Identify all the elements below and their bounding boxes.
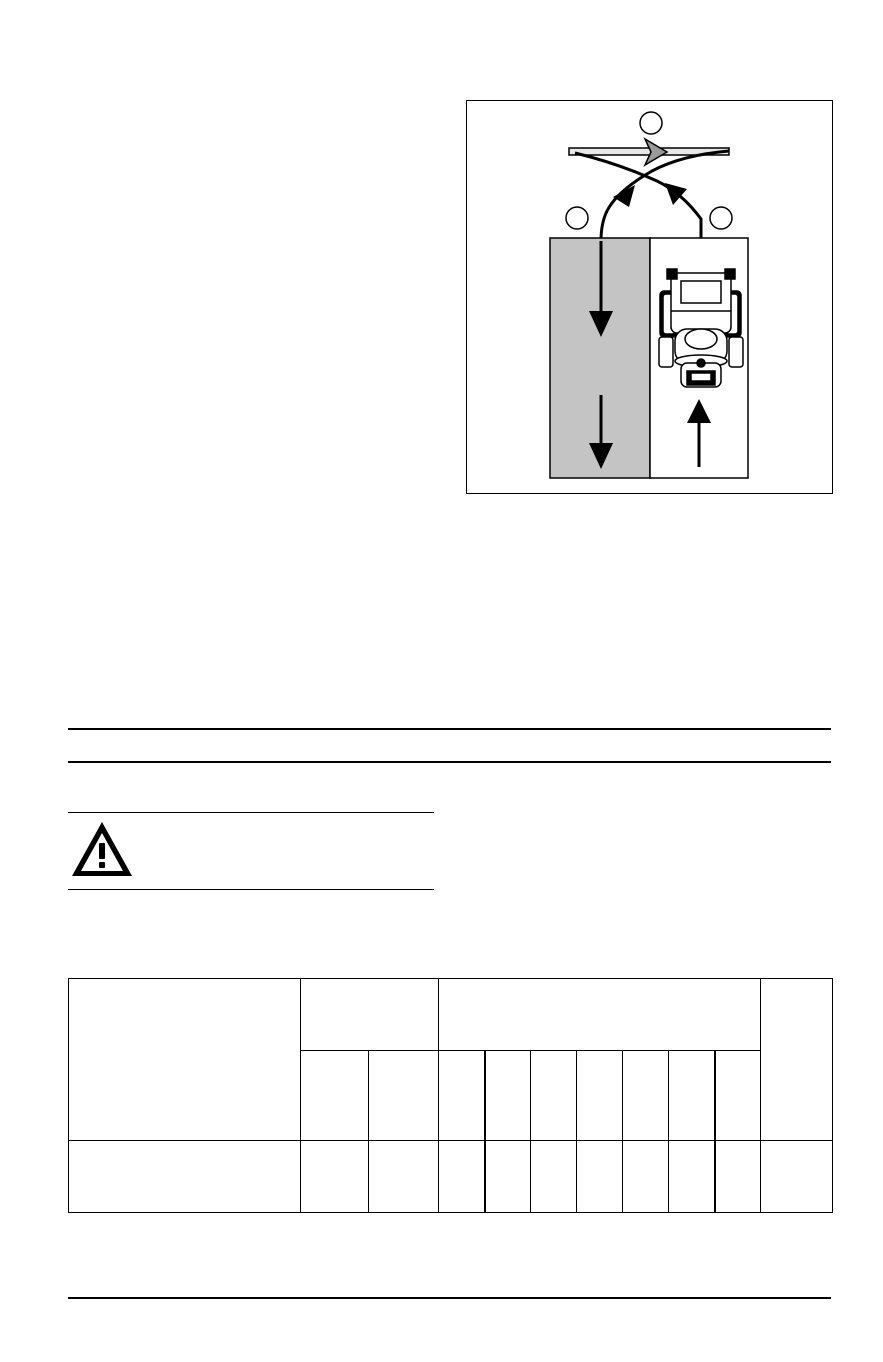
table-cell [623, 1141, 669, 1213]
table-header-cell [669, 1051, 715, 1141]
callout-circle-left [566, 207, 588, 229]
table-cell [577, 1141, 623, 1213]
warning-triangle-icon [70, 820, 134, 883]
section-rule-top [68, 728, 831, 730]
table-cell [485, 1141, 531, 1213]
curve-arrowhead-left [613, 185, 635, 207]
curve-arrowhead-right [665, 183, 687, 205]
table-header-cell [715, 1051, 761, 1141]
table-cell [69, 1141, 301, 1213]
table-header-cell [439, 979, 761, 1051]
table-header-cell [577, 1051, 623, 1141]
table-header-cell [301, 1051, 369, 1141]
table-header-row-1 [69, 979, 833, 1051]
table-header-cell [761, 979, 833, 1141]
footer-rule [68, 1297, 831, 1299]
callout-circle-right [710, 207, 732, 229]
callout-circle-top [640, 112, 662, 134]
table-cell [439, 1141, 485, 1213]
table-header-cell [301, 979, 439, 1051]
table-cell [715, 1141, 761, 1213]
warning-box [68, 812, 434, 890]
mowing-pattern-figure [466, 100, 833, 494]
table-cell [369, 1141, 439, 1213]
table-header-cell [531, 1051, 577, 1141]
section-rule-middle [68, 761, 831, 763]
table-cell [301, 1141, 369, 1213]
table-header-cell [439, 1051, 485, 1141]
table-cell [669, 1141, 715, 1213]
table-header-cell [369, 1051, 439, 1141]
mowing-pattern-diagram [467, 101, 834, 495]
specification-table [68, 978, 833, 1213]
table-row [69, 1141, 833, 1213]
table-cell [761, 1141, 833, 1213]
table-header-cell [623, 1051, 669, 1141]
table-header-cell [69, 979, 301, 1141]
table-header-cell [485, 1051, 531, 1141]
table-cell [531, 1141, 577, 1213]
